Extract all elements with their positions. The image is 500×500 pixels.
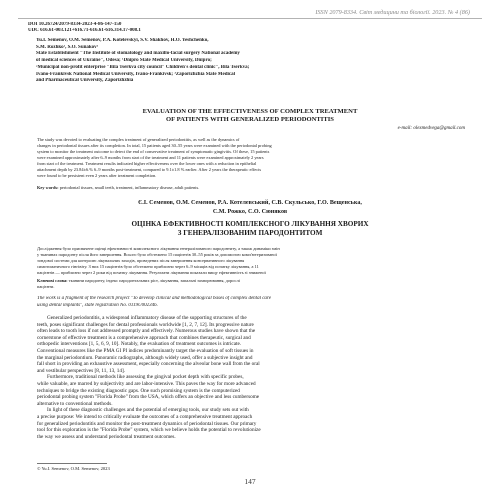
header-divider xyxy=(18,18,482,19)
abstract-line: симптоматичного гінгівіту. З них 15 пацієнтів було обстежено приблизно через 6–9 місяців від початку лікування, а 11 xyxy=(37,264,259,270)
body-line: cornerstone of effective treatment is a comprehensive approach that combines therapeutic, surgical and xyxy=(37,334,251,341)
article-identifiers xyxy=(28,22,468,35)
udc-line: UDC 616.61-003.121+616.71-616.61-616.314.17-008.1 xyxy=(28,28,141,34)
abstract-line: у тканинах пародонту після його завершення. Всього було обстежено 15 пацієнтів 30–55 років за допомогою комп'ютеризованої xyxy=(37,252,277,258)
abstract-line: Дослідження було присвячене оцінці ефективності комплексного лікування генералізованого пародонтиту, а також динаміки змін xyxy=(37,246,280,251)
page-number: 147 xyxy=(244,477,256,486)
body-line: Generalized periodontitis, a widespread inflammatory disease of the supporting structures of the xyxy=(47,315,247,321)
keywords-label: Ключові слова: xyxy=(37,278,68,283)
body-line: the way we assess and understand periodontal treatment outcomes. xyxy=(37,433,176,440)
abstract-line: зондової системи для контролю лікувальних заходів, проведених після завершення консервативного лікування xyxy=(37,258,245,264)
abstract-line: system to monitor the treatment outcome to detect the end of conservative treatment of symptomatic gingivitis. Of these, 15 patients xyxy=(37,149,270,155)
abstract-line: The study was devoted to evaluating the complex treatment of generalized periodontitis, as well as the dynamics of xyxy=(37,137,240,142)
article-title-en xyxy=(30,108,470,124)
journal-header: ISSN 2079-8334. Світ медицини та біології. 2023. № 4 (86) xyxy=(315,9,470,16)
title-line: OF PATIENTS WITH GENERALIZED PERIODONTITIS xyxy=(166,116,334,123)
body-line: orthopedic interventions [1, 5, 6, 9, 10]. Notably, the evaluation of treatment outcomes is intricate. xyxy=(37,341,242,348)
keywords-text: пацієнти. xyxy=(37,284,55,290)
abstract-en xyxy=(37,137,463,179)
keywords-en xyxy=(37,185,463,190)
keywords-ua xyxy=(37,278,463,290)
keywords-label: Key words: xyxy=(37,185,59,190)
abstract-line: пацієнтів — приблизно через 2 роки від початку лікування. Результати лікування показали вищу ефективність зі зниженої xyxy=(37,270,266,276)
introduction-body xyxy=(37,315,463,440)
abstract-line: from start of the treatment. Treatment results indicated higher effectiveness over the lower ones with a reduction in epithelial xyxy=(37,161,257,167)
research-project-note xyxy=(37,296,463,310)
footnote-divider xyxy=(37,463,107,464)
abstract-line: attachment depth by 23.84±6.% 6–9 months post-treatment, compared to 9.1±1.8 % earlier. After 2 years the therapeutic effects xyxy=(37,167,262,173)
body-line: and vestibular perspectives [8, 11, 13, 14]. xyxy=(37,367,125,374)
authors-affiliations-en xyxy=(36,38,456,85)
body-line: alternative to conventional methods. xyxy=(37,400,113,407)
abstract-line: were found to be persistent even 2 years after treatment completion. xyxy=(37,173,157,179)
authors-line: Yu.I. Semenov, O.M. Semenov, P.A. Kotelevskyi, S.V. Shakhov, H.O. Yeshchenko, xyxy=(36,38,209,43)
affiliation-line: Ivano-Frankivsk National Medical University, Ivano-Frankivsk; ³Zaporizhzhia State Medical xyxy=(36,71,236,77)
body-line: while valuable, are marred by subjectivity and are labor-intensive. This paves the way for more advanced xyxy=(37,380,256,387)
body-line: for generalized periodontitis and monitor the post-treatment dynamics of periodontal tissues. Our primary xyxy=(37,420,257,427)
keywords-text: тканини пародонту, індекс пародонтальних ріст, лікування, запальні захворювання, дорослі xyxy=(67,278,240,283)
body-line: the marginal periodontium. Panoramic radiographs, although widely used, offer a subjective insight and xyxy=(37,354,253,361)
body-line: Conventional measures like the PMA GI PI indices predominantly target the evaluation of soft tissues in xyxy=(37,347,254,354)
authors-ua xyxy=(30,199,470,216)
abstract-line: changes in periodontal tissues after its completion. In total, 15 patients aged 30–55 years were examined with the periodontal probing xyxy=(37,143,272,149)
affiliation-line: State Establishment "The Institute of stomatology and maxillo-facial surgery National academy xyxy=(36,51,240,57)
article-title-ua xyxy=(30,220,470,237)
affiliation-line: and Pharmaceutical University, Zaporizhzhia xyxy=(36,78,134,84)
title-line: З ГЕНЕРАЛІЗОВАНИМ ПАРОДОНТИТОМ xyxy=(177,228,323,237)
doi-line: DOI 10.26724/2079-8334-2023-4-86-147-150 xyxy=(28,22,122,27)
affiliation-line: of medical sciences of Ukraine", Odesa; ¹Dnipro State Medical University, Dnipro; xyxy=(36,58,212,64)
corresponding-email[interactable]: e-mail: olexmedvega@gmail.com xyxy=(397,126,465,131)
title-line: ОЦІНКА ЕФЕКТИВНОСТІ КОМПЛЕКСНОГО ЛІКУВАННЯ ХВОРИХ xyxy=(131,220,369,228)
body-line: tool for this exploration is the "Florida Probe" system, which we believe holds the potential to revolutionize xyxy=(37,427,261,434)
body-line: periodontal probing system "Florida Probe" from the USA, which offers an objective and less cumbersome xyxy=(37,394,260,401)
note-line: using dental implants", state registration No. 0119U002346. xyxy=(37,302,158,308)
body-line: often leads to tooth loss if not addressed promptly and effectively. Numerous studies have shown that the xyxy=(37,328,256,335)
authors-line: Є.І. Семенов, О.М. Семенов, Р.А. Котелевський, С.В. Скульсько, Г.О. Вещенська, xyxy=(138,200,362,206)
abstract-ua xyxy=(37,246,463,276)
body-line: a precise purpose: We intend to critically evaluate the outcomes of a comprehensive treatment approach xyxy=(37,413,253,420)
authors-line: S.M. Rozhko¹, S.O. Sunakov¹ xyxy=(36,44,99,50)
keywords-text: periodontal tissues, small teeth, treatment, inflammatory disease, adult patients. xyxy=(58,185,200,190)
authors-line: С.М. Рожко, С.О. Сюняков xyxy=(212,208,288,215)
copyright-notice: © Yu.I. Semenov, O.M. Semenov, 2023 xyxy=(37,466,110,471)
body-line: fall short in providing an exhaustive assessment, especially concerning the alveolar bone wall from the oral xyxy=(37,361,260,368)
abstract-line: were examined approximately after 6–9 months from start of the treatment and 11 patients were examined approximately 2 years xyxy=(37,155,264,161)
title-line: EVALUATION OF THE EFFECTIVENESS OF COMPLEX TREATMENT xyxy=(142,108,358,115)
note-line: The work is a fragment of the research project "To develop clinical and methodological bases of complex dental care xyxy=(37,296,271,301)
affiliation-line: ²Municipal non-profit enterprise "Bila Tserkva city council" Children's dental clinic", Bila Tserkva; xyxy=(36,64,250,70)
body-line: teeth, poses significant challenges for dental professionals worldwide [1, 2, 7, 12]. Its progressive nature xyxy=(37,321,254,328)
body-line: In light of these diagnostic challenges and the potential of emerging tools, our study sets out with xyxy=(47,407,249,414)
body-line: techniques to bridge the existing diagnostic gaps. One such promising system is the computerized xyxy=(37,387,240,394)
body-line: Furthermore, traditional methods like assessing the gingival pocket depth with specific probes, xyxy=(47,374,244,381)
